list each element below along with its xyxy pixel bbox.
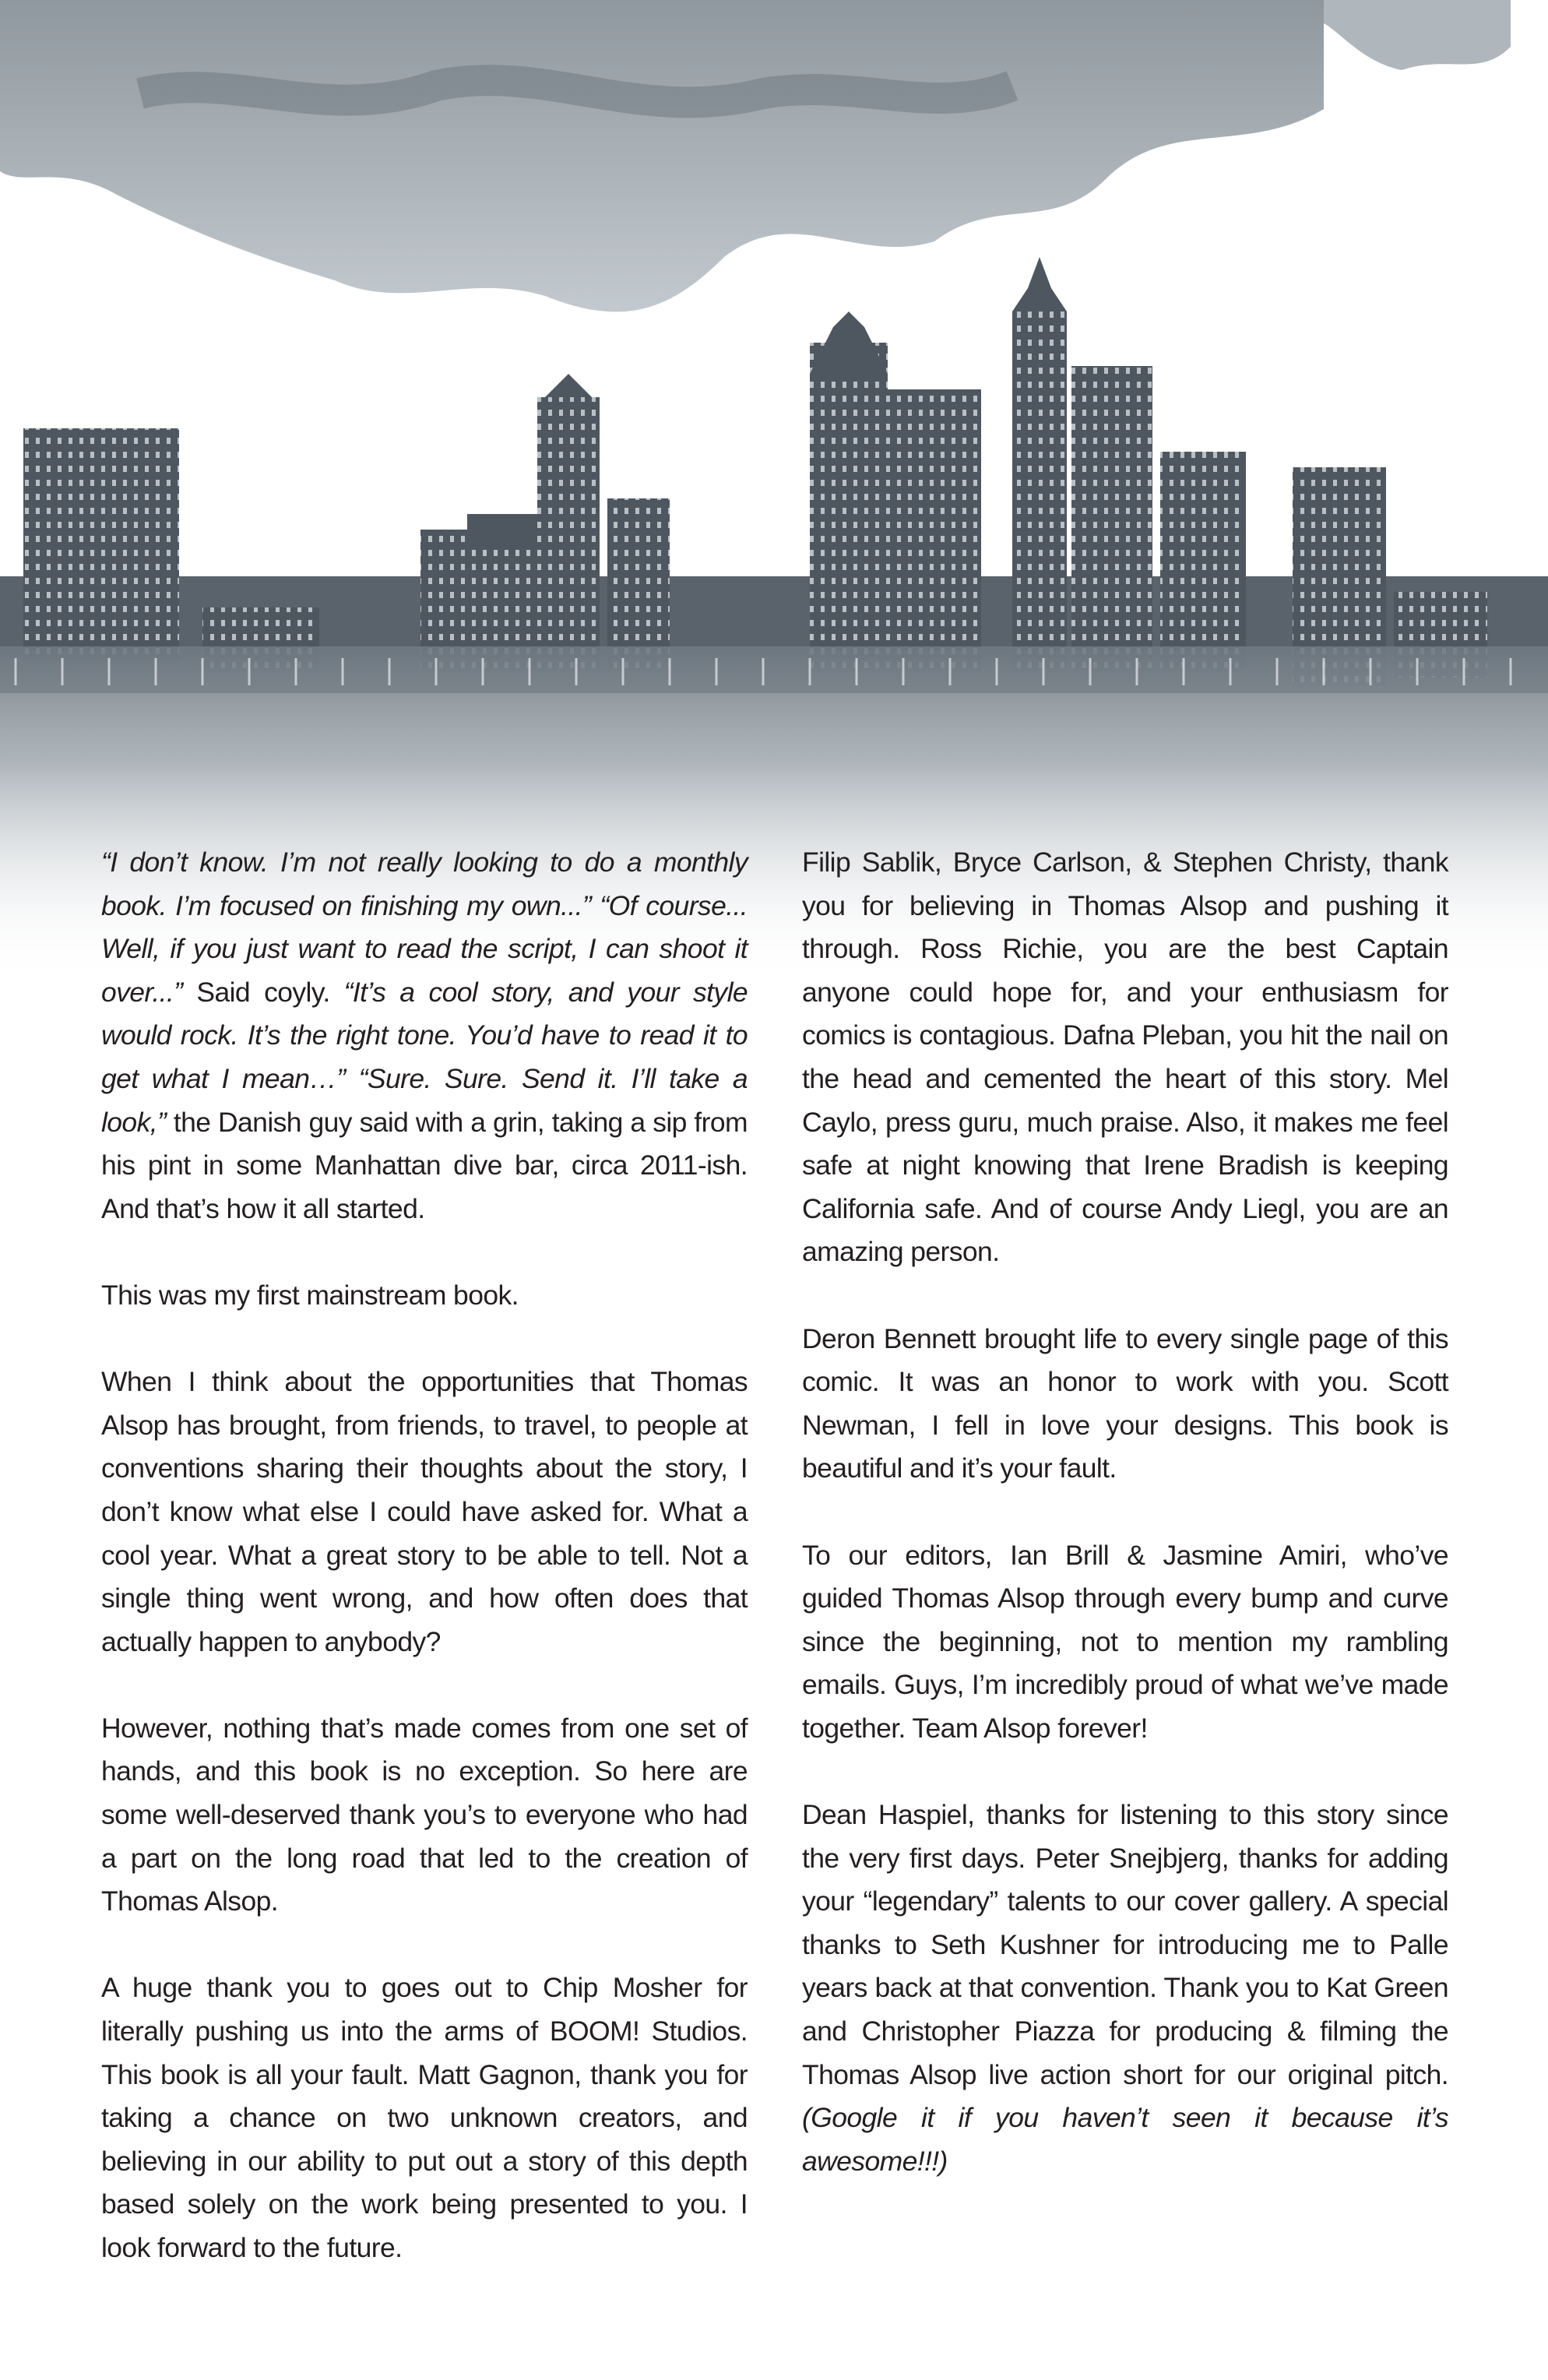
paragraph: A huge thank you to goes out to Chip Mosher for literally pushing us into the arms of BOOM! Studios. This book is all your fault. Matt Gagnon, thank you for taking a chance on two unknown creators, and believing in our ability to put out a story of this depth based solely on the work being presented to you. I look forward to the future. — [101, 1972, 748, 2263]
right-text-column — [802, 841, 1448, 2227]
paragraph: This was my first mainstream book. — [101, 1279, 519, 1311]
paragraph: However, nothing that’s made comes from one set of hands, and this book is no exception. So here are some well-deserved thank you’s to everyone who had a part on the long road that led to the creation of Thomas Alsop. — [101, 1712, 748, 1917]
left-text-column — [101, 841, 748, 2313]
paragraph: When I think about the opportunities that Thomas Alsop has brought, from friends, to travel, to people at conventions sharing their thoughts about the story, I don’t know what else I could have asked for. What a cool year. What a great story to be able to tell. Not a single thing went wrong, and how often does that actually happen to anybody? — [101, 1366, 748, 1657]
buildings — [0, 257, 1548, 693]
paragraph-opening-dialogue — [101, 841, 748, 1230]
paragraph: Filip Sablik, Bryce Carlson, & Stephen Christy, thank you for believing in Thomas Alsop and pushing it through. Ross Richie, you are the best Captain anyone could hope for, and your enthusiasm for comics is contagious. Dafna Pleban, you hit the nail on the head and cemented the heart of this story. Mel Caylo, press guru, much praise. Also, it makes me feel safe at night knowing that Irene Bradish is keeping California safe. And of course Andy Liegl, you are an amazing person. — [802, 847, 1448, 1268]
paragraph: To our editors, Ian Brill & Jasmine Amiri, who’ve guided Thomas Alsop through every bump and curve since the beginning, not to mention my rambling emails. Guys, I’m incredibly proud of what we’ve made together. Team Alsop forever! — [802, 1539, 1448, 1744]
narration-segment: the Danish guy said with a grin, taking a sip from his pint in some Manhattan dive bar, circa 2011-ish. And that’s how it all started. — [101, 1106, 748, 1224]
narration-segment: Said coyly. — [182, 976, 344, 1008]
paragraph-closing — [802, 1794, 1448, 2183]
closing-text: Dean Haspiel, thanks for listening to this story since the very first days. Peter Snejbjerg, thanks for adding your “legendary” talents to our cover gallery. A special thanks to Seth Kushner for introducing me to Palle years back at that convention. Thank you to Kat Green and Christopher Piazza for producing & filming the Thomas Alsop live action short for our original pitch. — [802, 1799, 1448, 2090]
paragraph: Deron Bennett brought life to every single page of this comic. It was an honor to work with you. Scott Newman, I fell in love your designs. This book is beautiful and it’s your fault. — [802, 1322, 1448, 1484]
dialogue-segment: “I don’t know. I’m not really looking to do a monthly book. I’m focused on finishing my own...” “Of course... Well, if you just want to read the script, I can shoot it over...” — [101, 847, 748, 1008]
closing-aside: (Google it if you haven’t seen it because it’s awesome!!!) — [802, 2102, 1448, 2177]
city-skyline-watercolor-illustration — [0, 0, 1548, 981]
dialogue-segment: “It’s a cool story, and your style would rock. It’s the right tone. You’d have to read it to get what I mean…” “Sure. Sure. Send it. I’ll take a look,” — [101, 976, 748, 1138]
clouds — [0, 0, 1511, 312]
